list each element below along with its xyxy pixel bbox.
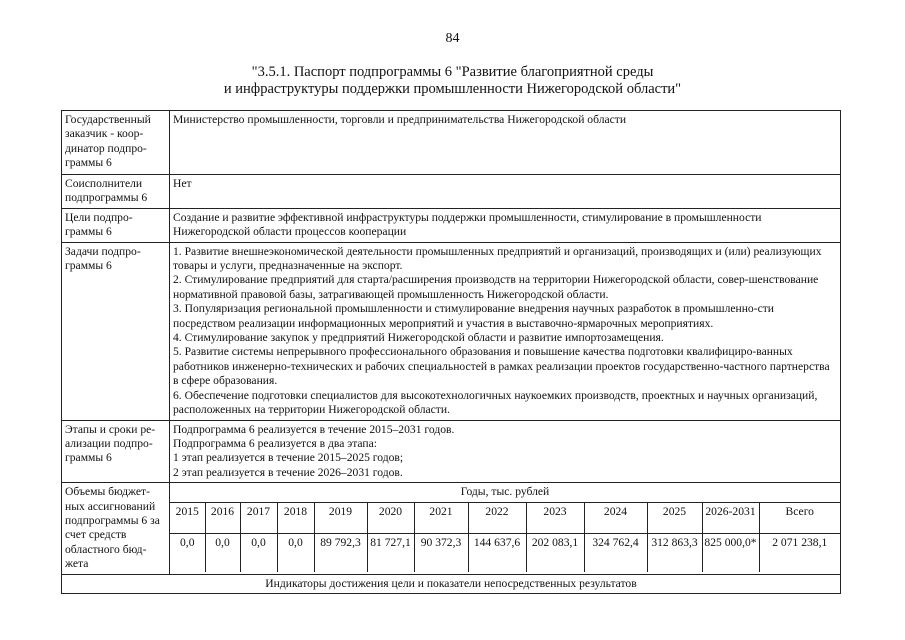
task-item: 6. Обеспечение подготовки специалистов для высокотехнологичных наукоемких производств, проектных и научных организаций, расположенных на территории Нижегородской области.	[173, 388, 818, 417]
value-cell: 0,0	[170, 533, 205, 572]
budget-table	[170, 483, 840, 572]
total-value-cell: 2 071 238,1	[759, 533, 840, 572]
total-header-cell: Всего	[759, 502, 840, 533]
customer-label: Государственный заказчик - коор-динатор подпро-граммы 6	[62, 111, 170, 175]
budget-label: Объемы бюджет-ных ассигнований подпрограммы 6 за счет средств областного бюд-жета	[62, 483, 170, 574]
row-goals	[62, 208, 841, 242]
year-cell: 2016	[205, 502, 240, 533]
tasks-list	[170, 242, 841, 420]
value-cell: 0,0	[240, 533, 277, 572]
row-budget	[62, 483, 841, 574]
stages-value	[170, 420, 841, 483]
stage-line: 2 этап реализуется в течение 2026–2031 годов.	[173, 465, 403, 479]
budget-cell	[170, 483, 841, 574]
task-item: 5. Развитие системы непрерывного профессионального образования и повышение качества подготовки квалифициро-ванных работников инженерно-технических и рабочих специальностей в рамках реализации проектов государственно-частного партнерства в сфере образования.	[173, 345, 830, 388]
value-cell: 324 762,4	[584, 533, 647, 572]
value-cell: 90 372,3	[414, 533, 468, 572]
task-item: 1. Развитие внешнеэкономической деятельности промышленных предприятий и организаций, производящих и (или) реализующих товары и услуги, предназначенные на экспорт.	[173, 244, 822, 273]
value-cell: 144 637,6	[468, 533, 526, 572]
goals-label: Цели подпро-граммы 6	[62, 208, 170, 242]
year-cell: 2022	[468, 502, 526, 533]
stage-line: Подпрограмма 6 реализуется в течение 2015–2031 годов.	[173, 422, 455, 436]
stage-line: Подпрограмма 6 реализуется в два этапа:	[173, 436, 377, 450]
page-number: 84	[445, 31, 460, 46]
year-cell: 2023	[526, 502, 584, 533]
value-cell: 0,0	[277, 533, 314, 572]
goals-value: Создание и развитие эффективной инфраструктуры поддержки промышленности, стимулирование в промышленности Нижегородской области процессов кооперации	[170, 208, 841, 242]
coexecutors-value: Нет	[170, 175, 841, 209]
title-line-2: и инфраструктуры поддержки промышленности Нижегородской области"	[223, 81, 682, 97]
row-coexecutors	[62, 175, 841, 209]
budget-header-row	[170, 483, 840, 502]
value-cell: 312 863,3	[647, 533, 702, 572]
row-customer	[62, 111, 841, 175]
year-cell: 2020	[367, 502, 414, 533]
year-cell: 2024	[584, 502, 647, 533]
value-cell: 825 000,0*	[702, 533, 759, 572]
customer-value: Министерство промышленности, торговли и предпринимательства Нижегородской области	[170, 111, 841, 175]
task-item: 3. Популяризация региональной промышленности и стимулирование внедрения научных разработок в промышленно-сти посредством реализации информационных мероприятий и участия в выставочно-ярмарочных мероприятиях.	[173, 302, 774, 330]
value-cell: 0,0	[205, 533, 240, 572]
indicators-heading: Индикаторы достижения цели и показатели непосредственных результатов	[62, 574, 841, 593]
year-cell: 2018	[277, 502, 314, 533]
year-cell: 2025	[647, 502, 702, 533]
task-item: 2. Стимулирование предприятий для старта/расширения производств на территории Нижегородской области, совер-шенствование нормативной правовой базы, затрагивающей промышленность Нижегородской области.	[173, 273, 819, 301]
row-tasks	[62, 242, 841, 420]
stage-line: 1 этап реализуется в течение 2015–2025 годов;	[173, 451, 404, 465]
row-stages	[62, 420, 841, 483]
tasks-label: Задачи подпро-граммы 6	[62, 242, 170, 420]
passport-table	[61, 110, 841, 594]
value-cell: 81 727,1	[367, 533, 414, 572]
year-cell: 2019	[314, 502, 367, 533]
year-cell: 2017	[240, 502, 277, 533]
year-cell: 2015	[170, 502, 205, 533]
budget-values-row	[170, 533, 840, 572]
coexecutors-label: Соисполнители подпрограммы 6	[62, 175, 170, 209]
year-cell: 2021	[414, 502, 468, 533]
year-cell: 2026-2031	[702, 502, 759, 533]
document-title	[0, 64, 905, 98]
row-indicators	[62, 574, 841, 593]
stages-label: Этапы и сроки ре-ализации подпро-граммы 6	[62, 420, 170, 483]
value-cell: 89 792,3	[314, 533, 367, 572]
title-line-1: "3.5.1. Паспорт подпрограммы 6 "Развитие благоприятной среды	[251, 64, 654, 80]
budget-header: Годы, тыс. рублей	[170, 483, 840, 502]
task-item: 4. Стимулирование закупок у предприятий Нижегородской области и развитие импортозамещения.	[173, 331, 664, 345]
budget-years-row	[170, 502, 840, 533]
value-cell: 202 083,1	[526, 533, 584, 572]
